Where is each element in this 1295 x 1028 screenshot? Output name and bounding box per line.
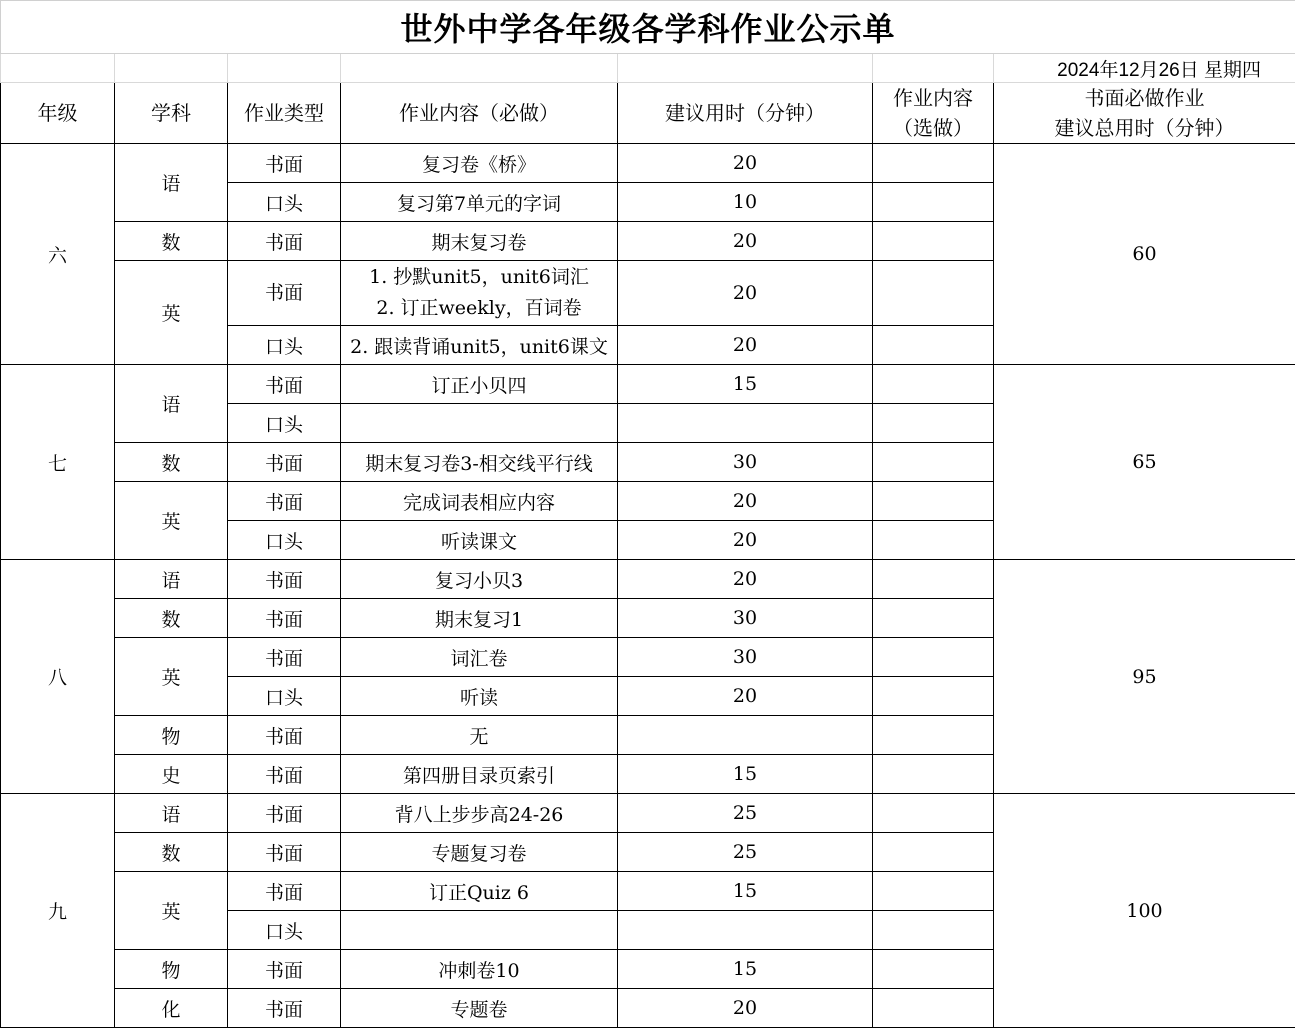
table-row bbox=[1, 144, 1295, 183]
header-total-line2: 建议总用时（分钟） bbox=[994, 113, 1295, 143]
content-cell bbox=[341, 833, 618, 872]
time-cell: 15 bbox=[618, 872, 873, 911]
content-line: 无 bbox=[341, 722, 617, 749]
content-cell bbox=[341, 443, 618, 482]
content-cell bbox=[341, 222, 618, 261]
content-line: 2. 跟读背诵unit5，unit6课文 bbox=[341, 332, 617, 359]
time-cell: 25 bbox=[618, 833, 873, 872]
type-cell: 口头 bbox=[228, 183, 341, 222]
type-cell: 书面 bbox=[228, 144, 341, 183]
subject-cell: 英 bbox=[115, 638, 228, 716]
grade-cell: 八 bbox=[1, 560, 115, 794]
type-cell: 口头 bbox=[228, 521, 341, 560]
date-label: 2024年12月26日 星期四 bbox=[994, 54, 1295, 83]
type-cell: 书面 bbox=[228, 443, 341, 482]
total-time-cell: 60 bbox=[994, 144, 1295, 365]
content-cell bbox=[341, 261, 618, 326]
sheet-title: 世外中学各年级各学科作业公示单 bbox=[1, 1, 1295, 54]
subject-cell: 物 bbox=[115, 716, 228, 755]
content-line: 词汇卷 bbox=[341, 644, 617, 671]
optional-content-cell[interactable] bbox=[873, 183, 994, 222]
time-cell: 15 bbox=[618, 365, 873, 404]
date-row bbox=[1, 54, 1295, 83]
optional-content-cell[interactable] bbox=[873, 443, 994, 482]
blank-cell[interactable] bbox=[873, 54, 994, 83]
optional-content-cell[interactable] bbox=[873, 365, 994, 404]
type-cell: 书面 bbox=[228, 599, 341, 638]
subject-cell: 物 bbox=[115, 950, 228, 989]
type-cell: 书面 bbox=[228, 833, 341, 872]
grade-cell: 九 bbox=[1, 794, 115, 1028]
optional-content-cell[interactable] bbox=[873, 482, 994, 521]
time-cell: 20 bbox=[618, 521, 873, 560]
grade-cell: 七 bbox=[1, 365, 115, 560]
total-time-cell: 95 bbox=[994, 560, 1295, 794]
total-time-cell: 100 bbox=[994, 794, 1295, 1028]
time-cell: 30 bbox=[618, 599, 873, 638]
optional-content-cell[interactable] bbox=[873, 404, 994, 443]
blank-cell[interactable] bbox=[115, 54, 228, 83]
content-line: 冲刺卷10 bbox=[341, 956, 617, 983]
optional-content-cell[interactable] bbox=[873, 989, 994, 1028]
content-cell bbox=[341, 677, 618, 716]
content-line: 期末复习卷3-相交线平行线 bbox=[341, 449, 617, 476]
content-line: 复习第7单元的字词 bbox=[341, 189, 617, 216]
type-cell: 书面 bbox=[228, 755, 341, 794]
header-total-line1: 书面必做作业 bbox=[994, 83, 1295, 113]
subject-cell: 英 bbox=[115, 872, 228, 950]
time-cell: 15 bbox=[618, 755, 873, 794]
blank-cell[interactable] bbox=[341, 54, 618, 83]
type-cell: 书面 bbox=[228, 261, 341, 326]
content-cell bbox=[341, 482, 618, 521]
optional-content-cell[interactable] bbox=[873, 326, 994, 365]
subject-cell: 数 bbox=[115, 599, 228, 638]
type-cell: 书面 bbox=[228, 716, 341, 755]
content-cell bbox=[341, 404, 618, 443]
time-cell bbox=[618, 716, 873, 755]
content-cell bbox=[341, 989, 618, 1028]
content-line: 1. 抄默unit5，unit6词汇 bbox=[341, 262, 617, 293]
table-row bbox=[1, 794, 1295, 833]
header-content-required: 作业内容（必做） bbox=[341, 83, 618, 144]
content-line: 第四册目录页索引 bbox=[341, 761, 617, 788]
header-total bbox=[994, 83, 1295, 144]
optional-content-cell[interactable] bbox=[873, 560, 994, 599]
header-content-optional-line1: 作业内容 bbox=[873, 83, 993, 113]
content-cell bbox=[341, 365, 618, 404]
subject-cell: 语 bbox=[115, 144, 228, 222]
type-cell: 书面 bbox=[228, 989, 341, 1028]
type-cell: 书面 bbox=[228, 638, 341, 677]
subject-cell: 语 bbox=[115, 794, 228, 833]
time-cell: 10 bbox=[618, 183, 873, 222]
subject-cell: 语 bbox=[115, 560, 228, 599]
blank-cell[interactable] bbox=[228, 54, 341, 83]
total-time-cell: 65 bbox=[994, 365, 1295, 560]
optional-content-cell[interactable] bbox=[873, 794, 994, 833]
content-line: 期末复习1 bbox=[341, 605, 617, 632]
content-line: 订正Quiz 6 bbox=[341, 878, 617, 905]
optional-content-cell[interactable] bbox=[873, 521, 994, 560]
header-grade: 年级 bbox=[1, 83, 115, 144]
time-cell bbox=[618, 404, 873, 443]
content-cell bbox=[341, 521, 618, 560]
header-time: 建议用时（分钟） bbox=[618, 83, 873, 144]
time-cell bbox=[618, 911, 873, 950]
type-cell: 书面 bbox=[228, 482, 341, 521]
header-content-optional-line2: （选做） bbox=[873, 113, 993, 143]
content-line: 完成词表相应内容 bbox=[341, 488, 617, 515]
content-cell bbox=[341, 599, 618, 638]
time-cell: 30 bbox=[618, 638, 873, 677]
type-cell: 口头 bbox=[228, 677, 341, 716]
optional-content-cell[interactable] bbox=[873, 599, 994, 638]
subject-cell: 数 bbox=[115, 833, 228, 872]
content-cell bbox=[341, 872, 618, 911]
header-subject: 学科 bbox=[115, 83, 228, 144]
optional-content-cell[interactable] bbox=[873, 872, 994, 911]
blank-cell[interactable] bbox=[618, 54, 873, 83]
type-cell: 书面 bbox=[228, 872, 341, 911]
subject-cell: 语 bbox=[115, 365, 228, 443]
content-line: 订正小贝四 bbox=[341, 371, 617, 398]
content-line: 听读课文 bbox=[341, 527, 617, 554]
content-cell bbox=[341, 560, 618, 599]
content-line: 2. 订正weekly，百词卷 bbox=[341, 293, 617, 324]
subject-cell: 数 bbox=[115, 222, 228, 261]
content-line: 听读 bbox=[341, 683, 617, 710]
content-cell bbox=[341, 638, 618, 677]
time-cell: 20 bbox=[618, 482, 873, 521]
optional-content-cell[interactable] bbox=[873, 833, 994, 872]
time-cell: 20 bbox=[618, 222, 873, 261]
content-cell bbox=[341, 794, 618, 833]
type-cell: 书面 bbox=[228, 794, 341, 833]
content-line: 复习小贝3 bbox=[341, 566, 617, 593]
type-cell: 书面 bbox=[228, 560, 341, 599]
optional-content-cell[interactable] bbox=[873, 950, 994, 989]
grade-cell: 六 bbox=[1, 144, 115, 365]
subject-cell: 数 bbox=[115, 443, 228, 482]
table-row bbox=[1, 560, 1295, 599]
subject-cell: 英 bbox=[115, 482, 228, 560]
header-row bbox=[1, 83, 1295, 144]
content-line: 专题复习卷 bbox=[341, 839, 617, 866]
content-cell bbox=[341, 950, 618, 989]
optional-content-cell[interactable] bbox=[873, 144, 994, 183]
blank-cell[interactable] bbox=[1, 54, 115, 83]
type-cell: 口头 bbox=[228, 404, 341, 443]
time-cell: 30 bbox=[618, 443, 873, 482]
content-cell bbox=[341, 716, 618, 755]
time-cell: 20 bbox=[618, 677, 873, 716]
time-cell: 15 bbox=[618, 950, 873, 989]
time-cell: 20 bbox=[618, 261, 873, 326]
optional-content-cell[interactable] bbox=[873, 677, 994, 716]
content-cell bbox=[341, 755, 618, 794]
time-cell: 25 bbox=[618, 794, 873, 833]
optional-content-cell[interactable] bbox=[873, 716, 994, 755]
subject-cell: 英 bbox=[115, 261, 228, 365]
header-content-optional bbox=[873, 83, 994, 144]
optional-content-cell[interactable] bbox=[873, 261, 994, 326]
content-line: 复习卷《桥》 bbox=[341, 150, 617, 177]
type-cell: 口头 bbox=[228, 326, 341, 365]
table-row bbox=[1, 365, 1295, 404]
type-cell: 口头 bbox=[228, 911, 341, 950]
header-type: 作业类型 bbox=[228, 83, 341, 144]
content-line: 背八上步步高24-26 bbox=[341, 800, 617, 827]
time-cell: 20 bbox=[618, 989, 873, 1028]
optional-content-cell[interactable] bbox=[873, 755, 994, 794]
content-cell bbox=[341, 144, 618, 183]
type-cell: 书面 bbox=[228, 950, 341, 989]
optional-content-cell[interactable] bbox=[873, 222, 994, 261]
content-line: 期末复习卷 bbox=[341, 228, 617, 255]
time-cell: 20 bbox=[618, 326, 873, 365]
content-cell bbox=[341, 911, 618, 950]
optional-content-cell[interactable] bbox=[873, 638, 994, 677]
subject-cell: 史 bbox=[115, 755, 228, 794]
subject-cell: 化 bbox=[115, 989, 228, 1028]
content-line: 专题卷 bbox=[341, 995, 617, 1022]
time-cell: 20 bbox=[618, 560, 873, 599]
optional-content-cell[interactable] bbox=[873, 911, 994, 950]
type-cell: 书面 bbox=[228, 222, 341, 261]
content-cell bbox=[341, 183, 618, 222]
content-cell bbox=[341, 326, 618, 365]
type-cell: 书面 bbox=[228, 365, 341, 404]
time-cell: 20 bbox=[618, 144, 873, 183]
